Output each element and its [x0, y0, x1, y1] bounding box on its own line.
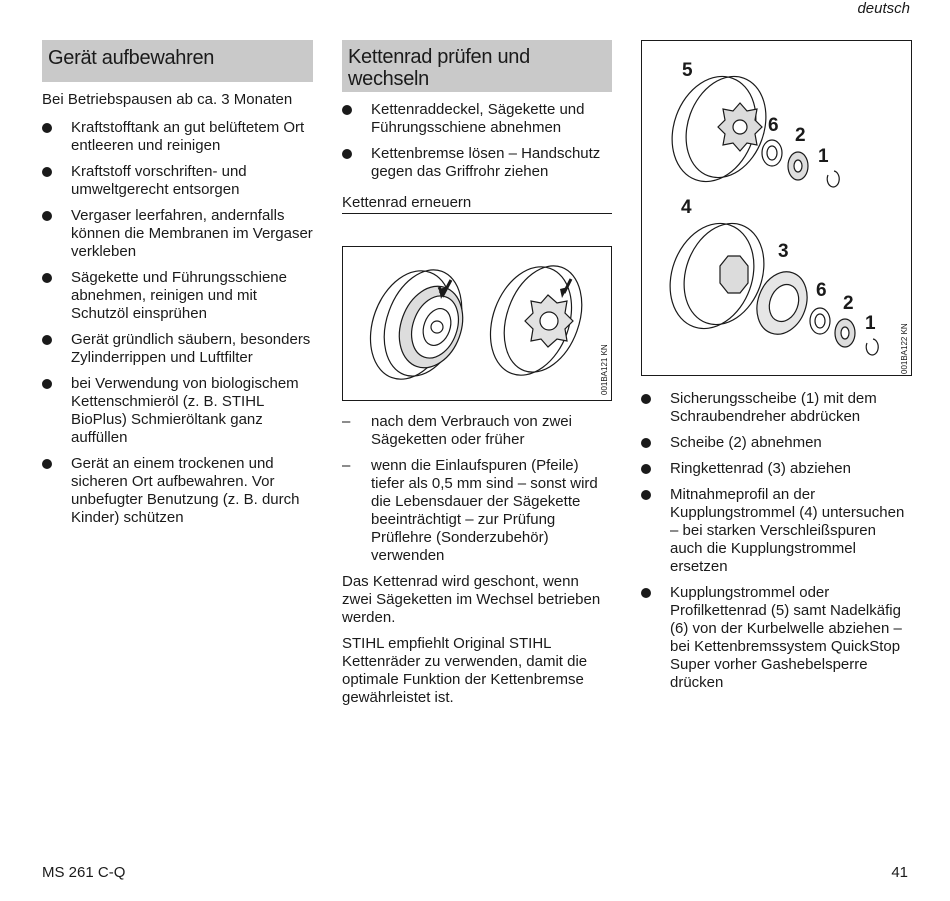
- model-name: MS 261 C-Q: [42, 864, 126, 881]
- bullet-icon: [342, 149, 352, 159]
- part-label: 1: [818, 146, 829, 167]
- replace-sprocket-subheading: Kettenrad erneuern: [342, 194, 612, 214]
- bullet-icon: [42, 211, 52, 221]
- list-item: Kraftstofftank an gut belüftetem Ort entleeren und reinigen: [42, 119, 313, 155]
- bullet-icon: [641, 438, 651, 448]
- list-item: Gerät gründlich säubern, besonders Zylinderrippen und Luftfilter: [42, 331, 313, 367]
- figure-code: 001BA122 KN: [900, 323, 909, 374]
- part-label: 1: [865, 313, 876, 334]
- part-label: 2: [795, 125, 806, 146]
- list-item: Sicherungsscheibe (1) mit dem Schraubendreher abdrücken: [641, 390, 912, 426]
- worn-sprocket-illustration: [343, 247, 610, 399]
- exploded-drum-illustration: [642, 41, 910, 374]
- bullet-icon: [42, 335, 52, 345]
- parts-section: [641, 40, 912, 700]
- bullet-icon: [641, 588, 651, 598]
- sprocket-list: [342, 101, 612, 181]
- part-label: 2: [843, 293, 854, 314]
- part-label: 3: [778, 241, 789, 262]
- list-item: – nach dem Verbrauch von zwei Sägeketten oder früher: [342, 413, 572, 448]
- list-item: Mitnahmeprofil an der Kupplungstrommel (4) untersuchen – bei starken Verschleißspuren auch die Kupplungstrommel ersetzen: [641, 486, 912, 576]
- sprocket-heading: Kettenrad prüfen und wechseln: [342, 40, 612, 92]
- part-label: 6: [816, 280, 827, 301]
- bullet-icon: [641, 490, 651, 500]
- parts-list: [641, 390, 912, 692]
- page-number: 41: [891, 864, 908, 881]
- language-label: deutsch: [857, 0, 910, 17]
- bullet-icon: [42, 379, 52, 389]
- list-item: Kraftstoff vorschriften- und umweltgerecht entsorgen: [42, 163, 313, 199]
- list-item: – wenn die Einlaufspuren (Pfeile) tiefer als 0,5 mm sind – sonst wird die Lebensdauer der Sägekette beeinträchtigt – zur Prüfung Prüflehre (Sonderzubehör) verwenden: [342, 457, 598, 564]
- paragraph: STIHL empfiehlt Original STIHL Kettenräder zu verwenden, damit die optimale Funktion der Kettenbremse gewährleistet ist.: [342, 635, 588, 706]
- list-item: Vergaser leerfahren, andernfalls können die Membranen im Vergaser verkleben: [42, 207, 313, 261]
- paragraph: Das Kettenrad wird geschont, wenn zwei Sägeketten im Wechsel betrieben werden.: [342, 573, 601, 626]
- bullet-icon: [342, 105, 352, 115]
- list-item: Gerät an einem trockenen und sicheren Ort aufbewahren. Vor unbefugter Benutzung (z. B. durch Kinder) schützen: [42, 455, 313, 527]
- figure-code: 001BA121 KN: [600, 344, 609, 395]
- bullet-icon: [42, 273, 52, 283]
- list-item: Sägekette und Führungsschiene abnehmen, reinigen und mit Schutzöl einsprühen: [42, 269, 313, 323]
- bullet-icon: [42, 123, 52, 133]
- list-item: Ringkettenrad (3) abziehen: [641, 460, 912, 478]
- bullet-icon: [42, 167, 52, 177]
- storage-intro: Bei Betriebspausen ab ca. 3 Monaten: [42, 91, 293, 108]
- bullet-icon: [641, 464, 651, 474]
- list-item: Scheibe (2) abnehmen: [641, 434, 912, 452]
- list-item: Kettenbremse lösen – Handschutz gegen das Griffrohr ziehen: [342, 145, 612, 181]
- storage-section: [42, 40, 313, 535]
- part-label: 6: [768, 115, 779, 136]
- exploded-parts-figure: [641, 40, 912, 376]
- list-item: Kupplungstrommel oder Profilkettenrad (5) samt Nadelkäfig (6) von der Kurbelwelle abziehen – bei Kettenbremssystem QuickStop Super vorher Gashebelsperre drücken: [641, 584, 912, 692]
- list-item: bei Verwendung von biologischem Kettenschmieröl (z. B. STIHL BioPlus) Schmieröltank ganz auffüllen: [42, 375, 313, 447]
- storage-list: [42, 119, 313, 527]
- list-item: Kettenraddeckel, Sägekette und Führungsschiene abnehmen: [342, 101, 612, 137]
- sprocket-wear-figure: [342, 246, 612, 401]
- sprocket-section: [342, 40, 612, 707]
- part-label: 5: [682, 60, 693, 81]
- replace-conditions-list: [342, 413, 612, 565]
- bullet-icon: [42, 459, 52, 469]
- storage-heading: Gerät aufbewahren: [42, 40, 313, 82]
- part-label: 4: [681, 197, 692, 218]
- bullet-icon: [641, 394, 651, 404]
